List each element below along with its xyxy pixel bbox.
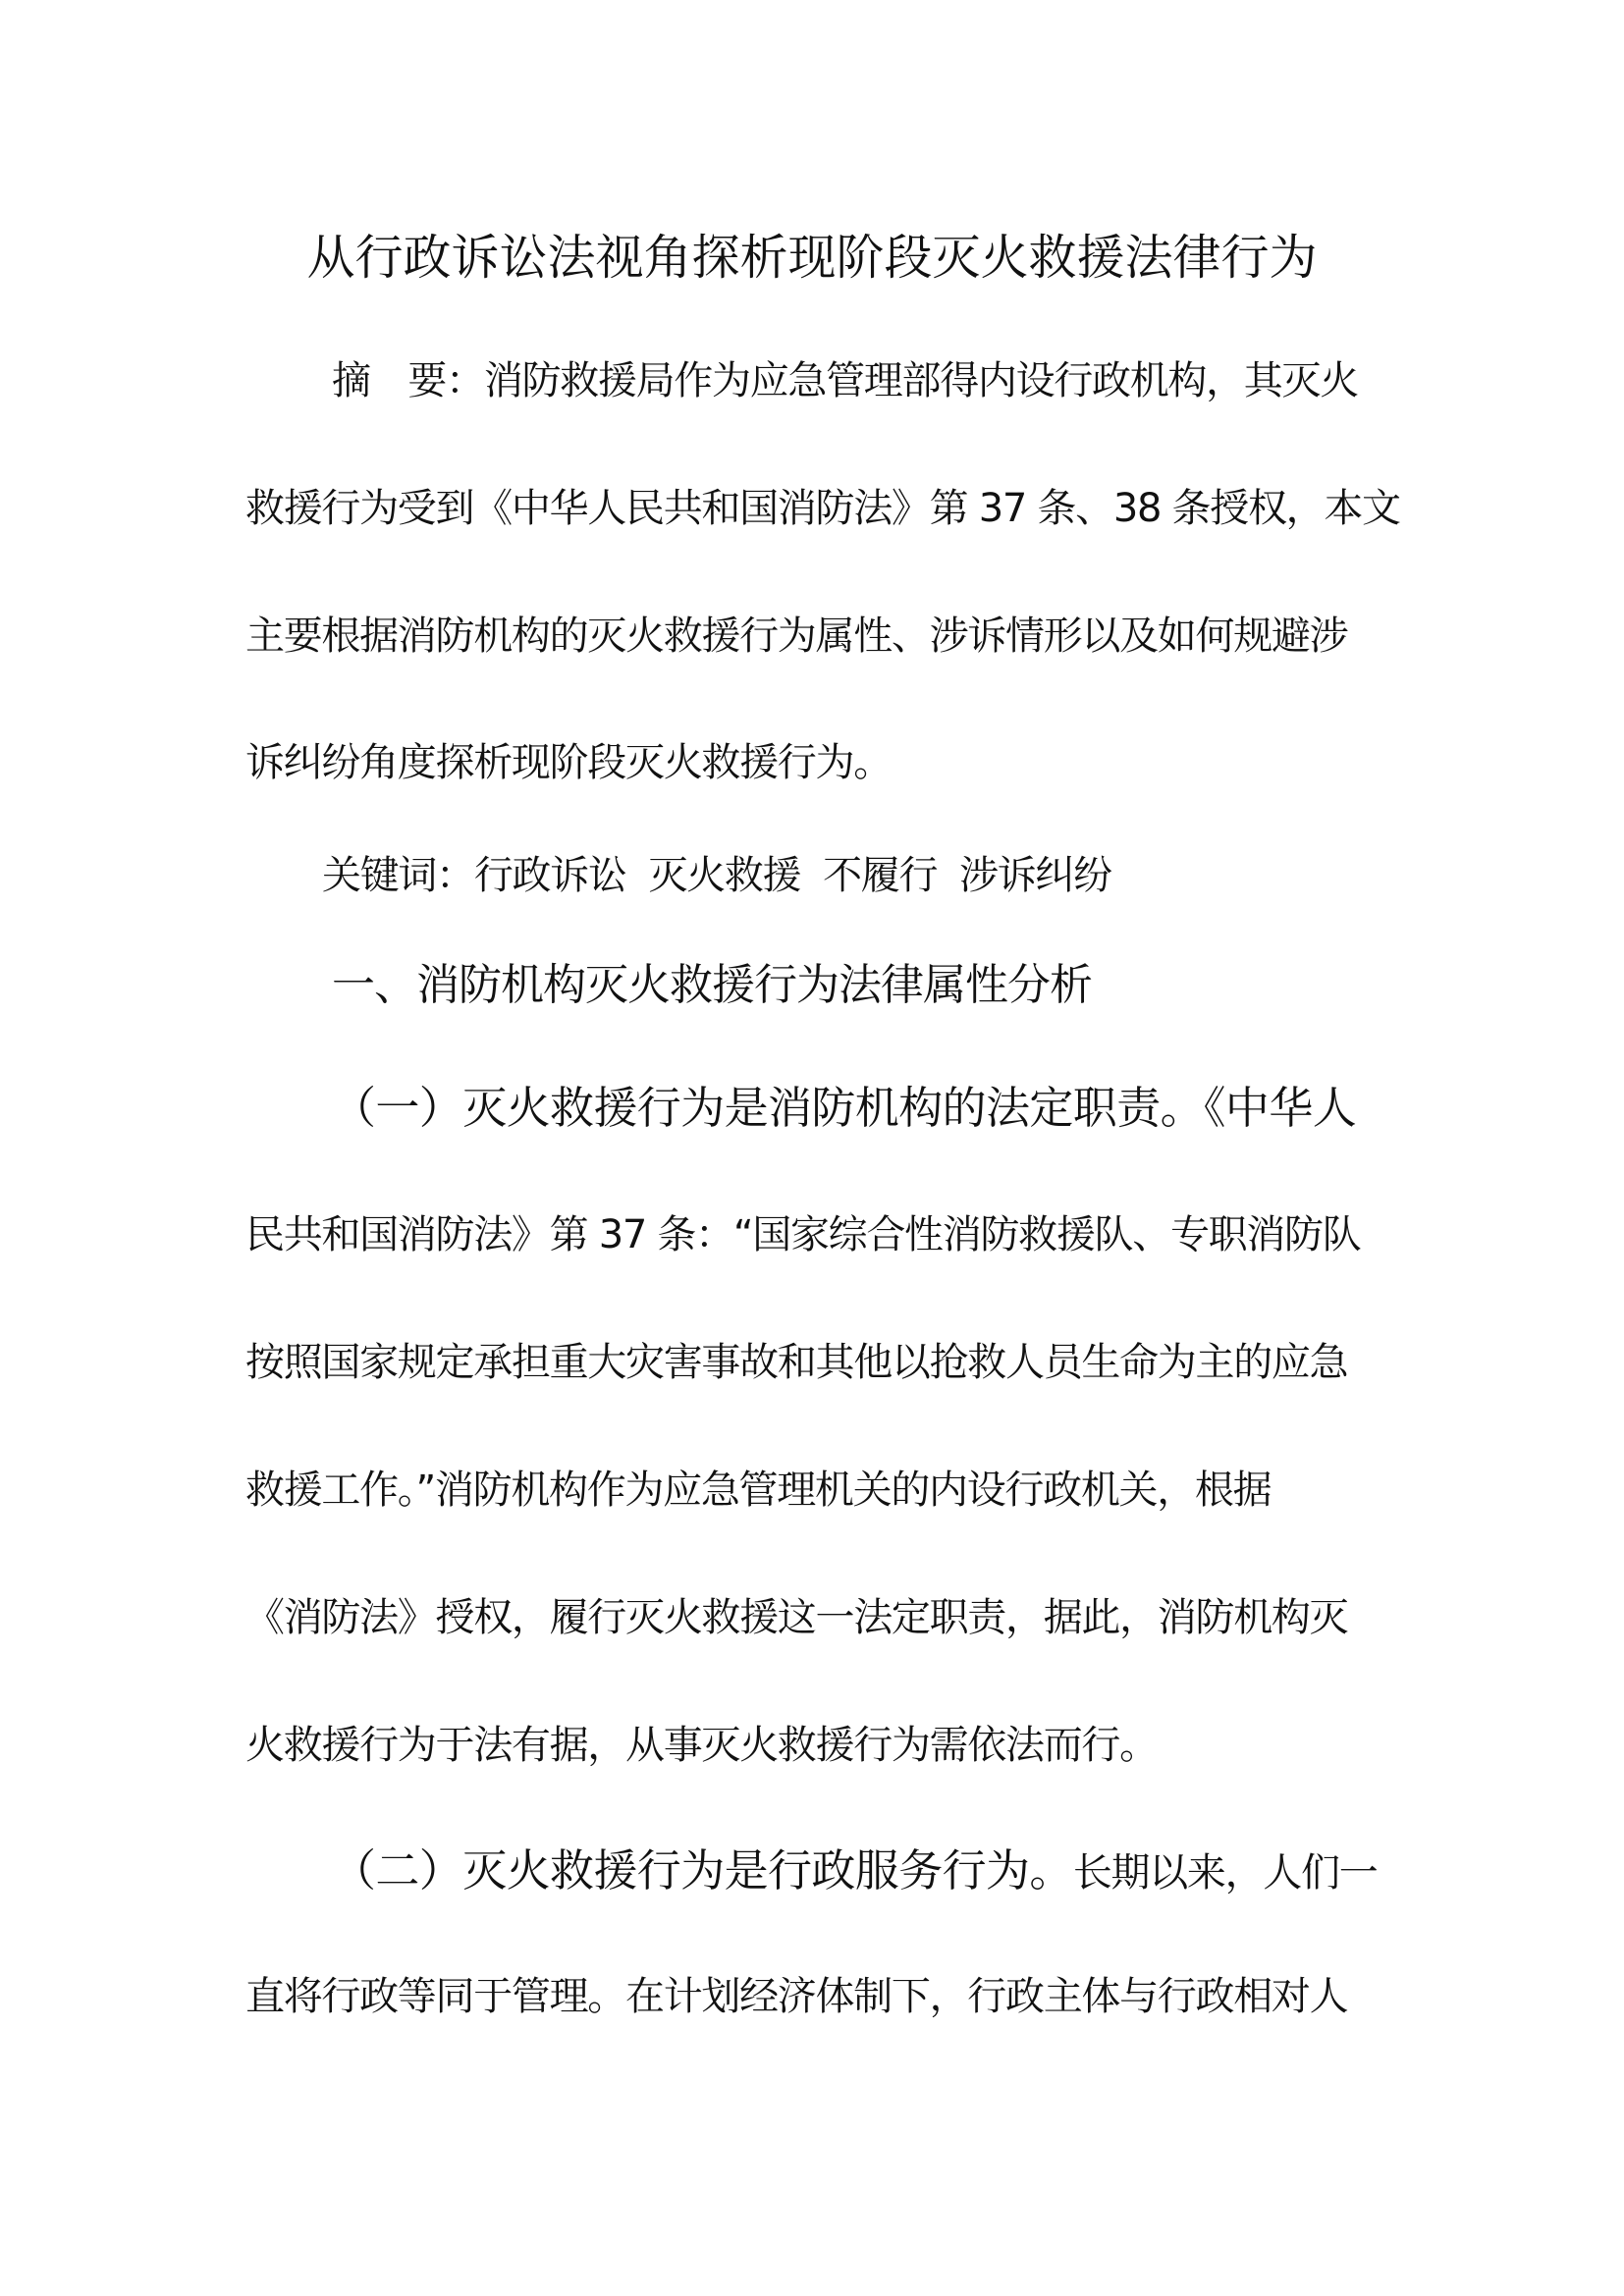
subsection-2-text: 长期以来，人们一 — [1072, 1850, 1378, 1896]
subsection-1-line-1 — [332, 1082, 1357, 1134]
subsection-2-lead: （二）灭火救援行为是行政服务行为。 — [332, 1844, 1073, 1896]
subsection-2-line-2: 直将行政等同于管理。在计划经济体制下，行政主体与行政相对人 — [245, 1974, 1348, 2019]
abstract-line-2: 救援行为受到《中华人民共和国消防法》第 37 条、38 条授权，本文 — [245, 486, 1400, 531]
subsection-1-line-2: 民共和国消防法》第 37 条：“国家综合性消防救援队、专职消防队 — [245, 1212, 1361, 1257]
section-heading-1: 一、消防机构灭火救援行为法律属性分析 — [332, 960, 1092, 1010]
keywords-line — [322, 853, 1111, 898]
subsection-1-line-3: 按照国家规定承担重大灾害事故和其他以抢救人员生命为主的应急 — [245, 1340, 1348, 1385]
abstract-line-3: 主要根据消防机构的灭火救援行为属性、涉诉情形以及如何规避涉 — [245, 614, 1348, 659]
subsection-1-line-5: 《消防法》授权，履行灭火救援这一法定职责，据此，消防机构灭 — [245, 1595, 1348, 1640]
document-title: 从行政诉讼法视角探析现阶段灭火救援法律行为 — [306, 230, 1318, 286]
subsection-1-line-4: 救援工作。”消防机构作为应急管理机关的内设行政机关，根据 — [245, 1468, 1272, 1513]
abstract-line-4: 诉纠纷角度探析现阶段灭火救援行为。 — [245, 740, 892, 785]
abstract-label: 摘 要： — [332, 358, 484, 403]
subsection-2-line-1 — [332, 1844, 1378, 1896]
abstract-text: 消防救援局作为应急管理部得内设行政机构，其灭火 — [483, 358, 1358, 403]
subsection-1-text: 《中华人 — [1204, 1082, 1357, 1134]
subsection-1-line-6: 火救援行为于法有据，从事灭火救援行为需依法而行。 — [245, 1723, 1158, 1768]
keywords-label: 关键词： — [322, 853, 474, 898]
abstract-line-1 — [332, 358, 1358, 403]
keywords-text: 行政诉讼 灭火救援 不履行 涉诉纠纷 — [473, 853, 1111, 898]
subsection-1-lead: （一）灭火救援行为是消防机构的法定职责。 — [332, 1082, 1205, 1134]
